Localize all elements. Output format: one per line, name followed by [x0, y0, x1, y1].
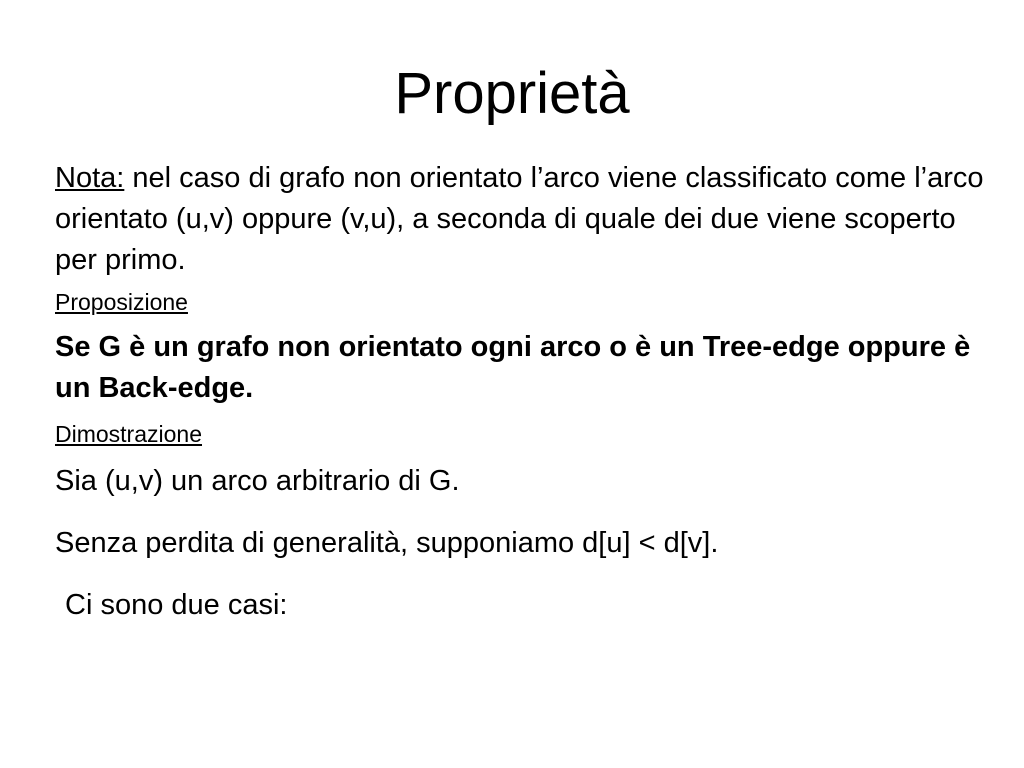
nota-paragraph: [55, 158, 985, 281]
proof-line-3: Ci sono due casi:: [65, 589, 288, 621]
nota-text: nel caso di grafo non orientato l’arco viene classificato come l’arco orientato (u,v) oppure (v,u), a seconda di quale dei due viene scoperto per primo.: [55, 162, 984, 276]
proposizione-heading: Proposizione: [55, 289, 188, 315]
nota-label: Nota:: [55, 162, 125, 194]
dimostrazione-heading: Dimostrazione: [55, 421, 202, 447]
proof-line-2: Senza perdita di generalità, supponiamo d[u] < d[v].: [55, 527, 719, 559]
slide-title: Proprietà: [394, 61, 630, 126]
slide-body: [55, 158, 985, 647]
proposizione-text: Se G è un grafo non orientato ogni arco o è un Tree-edge oppure è un Back-edge.: [55, 331, 971, 404]
proof-line-1: Sia (u,v) un arco arbitrario di G.: [55, 465, 460, 497]
